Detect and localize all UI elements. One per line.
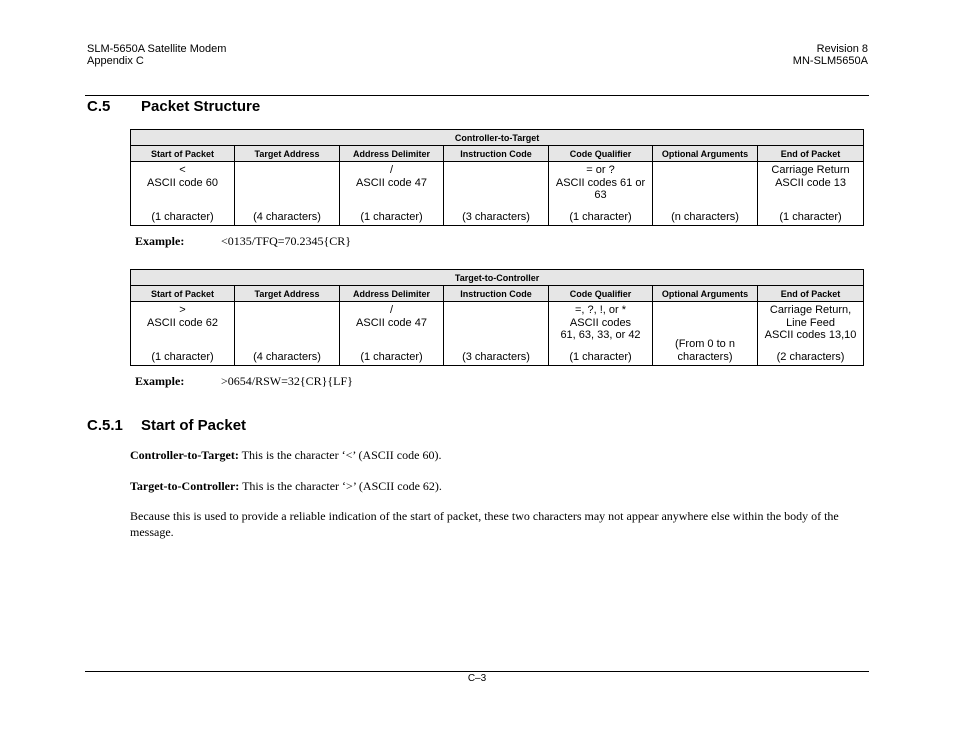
paragraph-label: Controller-to-Target: [130,448,239,462]
example-value: <0135/TFQ=70.2345{CR} [221,234,352,248]
header-revision: Revision 8 [816,43,868,55]
column-header: Optional Arguments [653,286,758,302]
table-cell: = or ? ASCII codes 61 or 63 (1 character) [549,162,653,226]
table-row [131,302,864,366]
paragraph-label: Target-to-Controller: [130,479,240,493]
header-title: SLM-5650A Satellite Modem [87,43,227,55]
table-header-row [131,146,864,162]
target-to-controller-table [130,269,864,366]
table-cell: Carriage Return ASCII code 13 (1 character) [758,162,864,226]
column-header: Target Address [235,146,340,162]
table-cell: =, ?, !, or * ASCII codes 61, 63, 33, or 42 (1 character) [549,302,653,366]
paragraph-text: This is the character ‘<’ (ASCII code 60). [238,448,442,462]
column-header: End of Packet [758,286,864,302]
header-doc-number: MN-SLM5650A [792,55,868,67]
section-number: C.5 [87,98,111,115]
paragraph-controller-to-target [130,447,860,463]
paragraph-text: This is the character ‘>’ (ASCII code 62). [239,479,442,493]
table-cell: / ASCII code 47 (1 character) [340,162,444,226]
section-title: Start of Packet [141,417,247,434]
example-label: Example: [135,234,185,248]
section-number: C.5.1 [87,417,123,434]
column-header: Start of Packet [131,286,235,302]
column-header: Code Qualifier [549,146,653,162]
example-label: Example: [135,374,185,388]
footer-divider [85,671,869,672]
table-cell: > ASCII code 62 (1 character) [131,302,235,366]
table-cell: (4 characters) [235,162,340,226]
table-cell: (4 characters) [235,302,340,366]
column-header: Address Delimiter [340,146,444,162]
paragraph-target-to-controller [130,478,860,494]
table-caption: Target-to-Controller [131,270,864,286]
table-cell: (From 0 to n characters) [653,302,758,366]
table-cell: (3 characters) [444,302,549,366]
table-row [131,162,864,226]
table-caption: Controller-to-Target [131,130,864,146]
table-cell: (3 characters) [444,162,549,226]
table-cell: < ASCII code 60 (1 character) [131,162,235,226]
running-header-left [87,43,226,67]
column-header: Code Qualifier [549,286,653,302]
paragraph-start-of-packet: Because this is used to provide a reliable indication of the start of packet, these two characters may not appear anywhere else within the body of the message. [130,509,839,539]
table-cell: (n characters) [653,162,758,226]
table-cell: Carriage Return, Line Feed ASCII codes 13,10 (2 characters) [758,302,864,366]
page-number: C–3 [467,673,487,684]
column-header: Instruction Code [444,286,549,302]
column-header: Instruction Code [444,146,549,162]
running-header-right [793,43,868,67]
section-title: Packet Structure [141,98,261,115]
column-header: Optional Arguments [653,146,758,162]
table-cell: / ASCII code 47 (1 character) [340,302,444,366]
column-header: Address Delimiter [340,286,444,302]
controller-to-target-table [130,129,864,226]
header-divider [85,95,869,96]
header-appendix: Appendix C [87,55,144,67]
example-value: >0654/RSW=32{CR}{LF} [221,374,353,388]
column-header: End of Packet [758,146,864,162]
table-header-row [131,286,864,302]
column-header: Start of Packet [131,146,235,162]
column-header: Target Address [235,286,340,302]
